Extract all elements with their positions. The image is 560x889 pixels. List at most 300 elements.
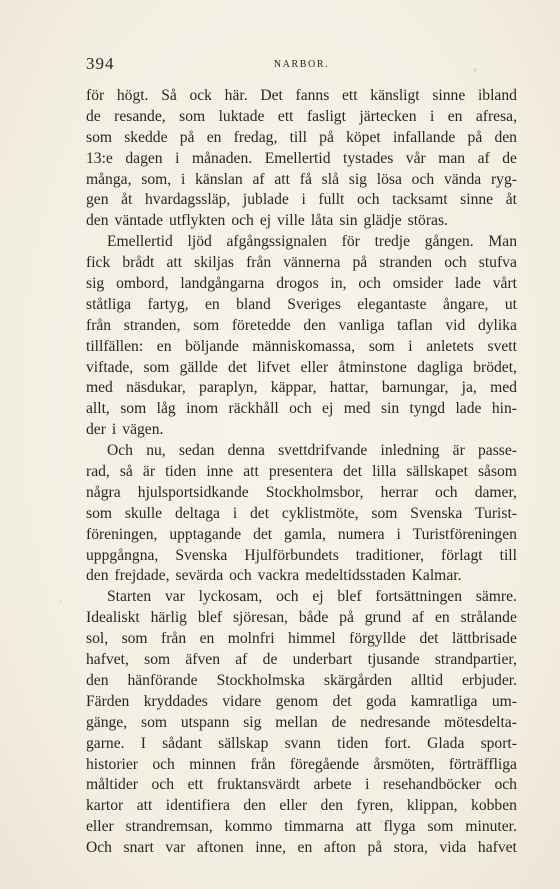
text-line	[86, 170, 517, 191]
text-line	[86, 107, 517, 128]
text-line	[86, 378, 517, 399]
word: af	[252, 170, 265, 188]
word: en	[156, 337, 172, 355]
word: resehandböcker	[383, 776, 481, 794]
text-line	[86, 316, 517, 337]
word: den	[86, 212, 109, 230]
word: Turistföreningen	[412, 525, 517, 543]
word: viftade,	[86, 358, 134, 376]
word: en	[199, 630, 215, 648]
word: låg	[156, 400, 176, 418]
word: tredje	[374, 233, 411, 251]
word: i	[396, 525, 401, 543]
word: hattar,	[329, 379, 369, 397]
word: svettdrifvande	[278, 442, 368, 460]
word: och	[289, 400, 312, 418]
word: deltaga	[174, 504, 220, 522]
word: Sveriges	[287, 295, 341, 313]
word: barnungar,	[381, 379, 449, 397]
word: paraplyn,	[199, 379, 258, 397]
word: åtminstone	[338, 358, 407, 376]
word: denna	[227, 442, 265, 460]
word: vår	[405, 149, 426, 167]
word: stufva	[478, 254, 517, 272]
paper-spot	[60, 600, 62, 602]
word: minuter.	[465, 818, 517, 836]
word: tillfällen:	[86, 337, 144, 355]
word: käppar,	[270, 379, 317, 397]
word: Så	[161, 87, 177, 104]
word: strandremsan,	[125, 818, 213, 836]
text-line	[86, 86, 517, 107]
word: sport-	[480, 734, 517, 752]
word: fullt	[318, 191, 345, 209]
text-line	[86, 337, 517, 358]
word: fort.	[384, 734, 411, 752]
word: vackra	[257, 567, 300, 585]
word: dagliga	[417, 358, 463, 376]
word: förlagt	[441, 546, 483, 564]
word: erbjuder.	[461, 671, 517, 689]
word: i	[232, 504, 238, 522]
text-line	[86, 796, 517, 817]
text-line	[86, 420, 517, 441]
word: vida	[439, 839, 467, 857]
word: inne,	[255, 839, 286, 857]
word: de	[331, 713, 347, 731]
text-line	[86, 149, 517, 170]
word: skärgården	[323, 671, 393, 689]
word: hjulsportsidkande	[137, 483, 249, 501]
text-line	[86, 587, 517, 608]
word: en	[206, 128, 222, 146]
word: hvardagssläp,	[145, 191, 231, 209]
word: en	[435, 609, 450, 627]
word: der	[86, 421, 106, 439]
word: omsider	[392, 275, 444, 293]
word: underbart	[292, 651, 353, 669]
word: blef	[197, 609, 223, 627]
word: mellan	[275, 713, 318, 731]
running-head: NARBOR.	[273, 59, 330, 70]
word: ångare,	[442, 295, 489, 313]
word: och	[276, 588, 299, 606]
word: fyren,	[356, 797, 394, 815]
word: ett	[187, 776, 204, 794]
word: tiden	[337, 734, 369, 752]
word: förträffliga	[448, 755, 517, 773]
word: kamratliga	[410, 692, 478, 710]
word: taflan	[397, 316, 433, 334]
word: lilla	[372, 463, 397, 481]
word: känsligt	[370, 87, 420, 104]
word: alltid	[410, 671, 444, 689]
word: kobben	[471, 797, 517, 815]
text-line	[86, 566, 517, 587]
word: och	[444, 254, 467, 272]
word: tacksamt	[392, 191, 448, 209]
word: Färden	[86, 692, 130, 710]
text-line	[86, 399, 517, 420]
word: de	[502, 149, 517, 167]
word: upptagande	[169, 525, 242, 543]
word: ej	[322, 400, 334, 418]
text-line	[86, 692, 517, 713]
word: en	[447, 107, 463, 125]
word: järtecken	[359, 107, 417, 125]
word: den	[303, 316, 326, 334]
word: jublade	[242, 191, 289, 209]
word: hafvet,	[86, 651, 129, 669]
text-line	[86, 525, 517, 546]
word: den	[86, 567, 109, 585]
word: Kalmar.	[411, 567, 462, 585]
text-line	[86, 274, 517, 295]
word: goda	[366, 692, 397, 710]
word: känslan	[195, 170, 243, 188]
text-line	[86, 755, 517, 776]
word: Stockholmsbor,	[265, 483, 364, 501]
word: och	[229, 567, 252, 585]
word: svett	[487, 337, 517, 355]
text-line	[86, 546, 517, 567]
word: mötesdelta-	[444, 713, 517, 731]
word: som	[144, 651, 171, 669]
word: gamla,	[283, 525, 326, 543]
word: för	[86, 87, 105, 104]
word: såsom	[477, 463, 517, 481]
word: köpet	[346, 128, 381, 146]
word: herrar	[380, 483, 418, 501]
word: det	[253, 525, 273, 543]
word: bland	[236, 295, 271, 313]
word: resande,	[114, 107, 166, 125]
word: um-	[491, 692, 517, 710]
word: gällde	[179, 358, 218, 376]
word: både	[298, 609, 329, 627]
word: väntade	[114, 212, 164, 230]
word: identifiera	[165, 797, 230, 815]
text-line	[86, 232, 517, 253]
word: kartor	[86, 797, 124, 815]
word: på	[352, 254, 368, 272]
word: sin	[380, 400, 400, 418]
word: att	[166, 254, 183, 272]
word: inledning	[380, 442, 440, 460]
word: gänge,	[86, 713, 128, 731]
word: och	[494, 776, 517, 794]
word: och	[151, 776, 175, 794]
word: på	[179, 128, 195, 146]
word: skedde	[124, 128, 168, 146]
word: lösa	[376, 170, 402, 188]
word: fasligt	[306, 107, 346, 125]
word: Stockholmska	[216, 671, 305, 689]
word: att	[136, 797, 153, 815]
word: störas.	[407, 212, 448, 230]
word: årsmöten,	[373, 755, 435, 773]
word: fredag,	[233, 128, 278, 146]
word: räckhåll	[228, 400, 279, 418]
word: infallande	[392, 128, 456, 146]
word: det	[419, 630, 439, 648]
word: och	[152, 755, 175, 773]
word: att	[355, 818, 372, 836]
body-text	[86, 86, 517, 859]
word: historier	[86, 755, 138, 773]
word: ombord,	[116, 275, 169, 293]
word: kommo	[224, 818, 273, 836]
word: förgyllde	[349, 630, 406, 648]
word: att	[274, 170, 290, 188]
word: Och	[107, 442, 133, 460]
word: vännerna	[283, 254, 341, 272]
word: som	[179, 107, 206, 125]
text-line	[86, 462, 517, 483]
word: med	[343, 400, 371, 418]
word: som	[371, 504, 398, 522]
word: traditioner,	[355, 546, 425, 564]
word: sådant	[162, 734, 202, 752]
word: i	[365, 776, 370, 794]
word: här.	[224, 87, 248, 104]
word: drogos	[276, 275, 319, 293]
word: i	[429, 107, 435, 125]
word: ville	[277, 212, 305, 230]
word: den	[320, 797, 344, 815]
word: snart	[123, 839, 154, 857]
word: brödet,	[473, 358, 517, 376]
word: sällskap	[218, 734, 269, 752]
word: härlig	[150, 609, 187, 627]
word: molnfri	[227, 630, 275, 648]
word: afton	[323, 839, 356, 857]
word: brådt	[122, 254, 155, 272]
word: tjusande	[367, 651, 420, 669]
word: många,	[86, 170, 132, 188]
word: klippan,	[406, 797, 458, 815]
word: Idealiskt	[86, 609, 140, 627]
word: stranden	[379, 254, 433, 272]
word: sjöresan,	[232, 609, 288, 627]
word: få	[299, 170, 312, 188]
word: flyga	[383, 818, 416, 836]
word: vägen.	[122, 421, 164, 439]
text-line	[86, 650, 517, 671]
word: 13:e	[86, 149, 113, 167]
word: genom	[275, 692, 319, 710]
word: hänförande	[127, 671, 198, 689]
word: skiljas	[194, 254, 234, 272]
word: af	[412, 609, 425, 627]
word: fruktansvärdt	[216, 776, 300, 794]
word: vid	[445, 316, 466, 334]
word: afgångssignalen	[226, 233, 327, 251]
word: i	[175, 149, 180, 167]
text-line	[86, 775, 517, 796]
word: i	[180, 170, 186, 188]
word: inne	[206, 463, 234, 481]
text-line	[86, 504, 517, 525]
word: och	[231, 212, 254, 230]
word: människomassa,	[252, 337, 356, 355]
word: grund	[364, 609, 402, 627]
word: på	[367, 839, 383, 857]
word: från	[86, 316, 112, 334]
word: den	[86, 671, 109, 689]
word: vanliga	[338, 316, 385, 334]
word: äfven	[185, 651, 221, 669]
word: Starten	[107, 588, 152, 606]
word: från	[246, 254, 272, 272]
word: fick	[86, 254, 111, 272]
word: af	[477, 149, 490, 167]
word: sämre.	[475, 588, 517, 606]
word: Emellertid	[107, 233, 173, 251]
word: för	[341, 233, 360, 251]
word: vända	[443, 170, 482, 188]
word: lättbrisade	[451, 630, 517, 648]
word: sinne	[432, 87, 466, 104]
word: ljöd	[187, 233, 212, 251]
word: vidare	[222, 692, 262, 710]
text-line	[86, 190, 517, 211]
word: föregående	[289, 755, 360, 773]
word: att	[243, 463, 259, 481]
word: lade	[454, 275, 481, 293]
word: i	[301, 191, 306, 209]
word: nu,	[146, 442, 166, 460]
word: från	[250, 755, 276, 773]
word: fanns	[295, 87, 330, 104]
word: ock	[189, 87, 212, 104]
word: garne.	[86, 734, 125, 752]
word: utflykten	[169, 212, 226, 230]
word: cyklistmöte,	[281, 504, 359, 522]
word: glädje	[363, 212, 402, 230]
word: de	[86, 107, 101, 125]
word: på	[319, 128, 334, 146]
word: den	[494, 128, 517, 146]
word: i	[408, 337, 413, 355]
word: fartyg,	[147, 295, 189, 313]
word: Turist-	[475, 504, 517, 522]
word: blef	[337, 588, 362, 606]
word: Emellertid	[264, 149, 331, 167]
word: är	[452, 442, 465, 460]
word: var	[165, 839, 186, 857]
word: tiden	[165, 463, 197, 481]
word: böljande	[185, 337, 239, 355]
word: och	[357, 191, 380, 209]
word: Och	[86, 839, 112, 857]
text-line	[86, 838, 517, 859]
word: allt,	[86, 400, 110, 418]
word: Det	[260, 87, 283, 104]
word: himmel	[287, 630, 336, 648]
word: fortsättningen	[375, 588, 463, 606]
word: några	[86, 483, 121, 501]
word: ej	[312, 588, 324, 606]
word: sol,	[86, 630, 109, 648]
word: Svenska	[410, 504, 463, 522]
word: sig	[348, 170, 367, 188]
word: näsdukar,	[126, 379, 186, 397]
text-line	[86, 713, 517, 734]
word: anletets	[426, 337, 474, 355]
word: aftonen	[196, 839, 244, 857]
word: gången.	[424, 233, 474, 251]
word: dagen	[125, 149, 163, 167]
word: ryg-	[490, 170, 517, 188]
page-number: 394	[86, 54, 115, 73]
text-line	[86, 483, 517, 504]
word: på	[467, 128, 483, 146]
word: utspann	[180, 713, 230, 731]
page-header	[86, 54, 517, 74]
text-line	[86, 128, 517, 149]
word: som	[193, 316, 220, 334]
word: lyckosam,	[198, 588, 263, 606]
word: elegantaste	[357, 295, 427, 313]
text-line	[86, 441, 517, 462]
word: skulle	[124, 504, 163, 522]
word: lade	[455, 400, 482, 418]
word: högt.	[116, 87, 149, 104]
word: presentera	[268, 463, 333, 481]
word: det	[250, 504, 270, 522]
word: passe-	[478, 442, 517, 460]
word: ej	[259, 212, 272, 230]
word: företedde	[231, 316, 291, 334]
word: dylika	[477, 316, 517, 334]
word: hafvet	[477, 839, 517, 857]
word: till	[499, 546, 517, 564]
word: så	[119, 463, 133, 481]
word: strandpartier,	[434, 651, 517, 669]
word: och	[435, 483, 458, 501]
word: som	[368, 337, 395, 355]
word: som	[427, 818, 454, 836]
word: låta	[310, 212, 334, 230]
word: landgångarna	[180, 275, 265, 293]
word: numera	[337, 525, 385, 543]
word: det	[228, 358, 248, 376]
word: ut	[504, 295, 517, 313]
word: tyngd	[409, 400, 446, 418]
word: damer,	[474, 483, 517, 501]
word: de	[262, 651, 278, 669]
word: sinne	[460, 191, 494, 209]
word: och	[411, 170, 435, 188]
word: sin	[339, 212, 358, 230]
word: till	[289, 128, 307, 146]
word: åt	[505, 191, 517, 209]
word: och	[358, 275, 381, 293]
word: med	[490, 379, 517, 397]
word: inom	[186, 400, 219, 418]
text-line	[86, 211, 517, 232]
word: som	[121, 630, 148, 648]
word: sällskapet	[406, 463, 468, 481]
word: månaden.	[191, 149, 253, 167]
text-line	[86, 734, 517, 755]
word: en	[297, 839, 313, 857]
word: åt	[121, 191, 133, 209]
word: tystades	[343, 149, 394, 167]
word: sig	[243, 713, 262, 731]
word: arbete	[313, 776, 352, 794]
